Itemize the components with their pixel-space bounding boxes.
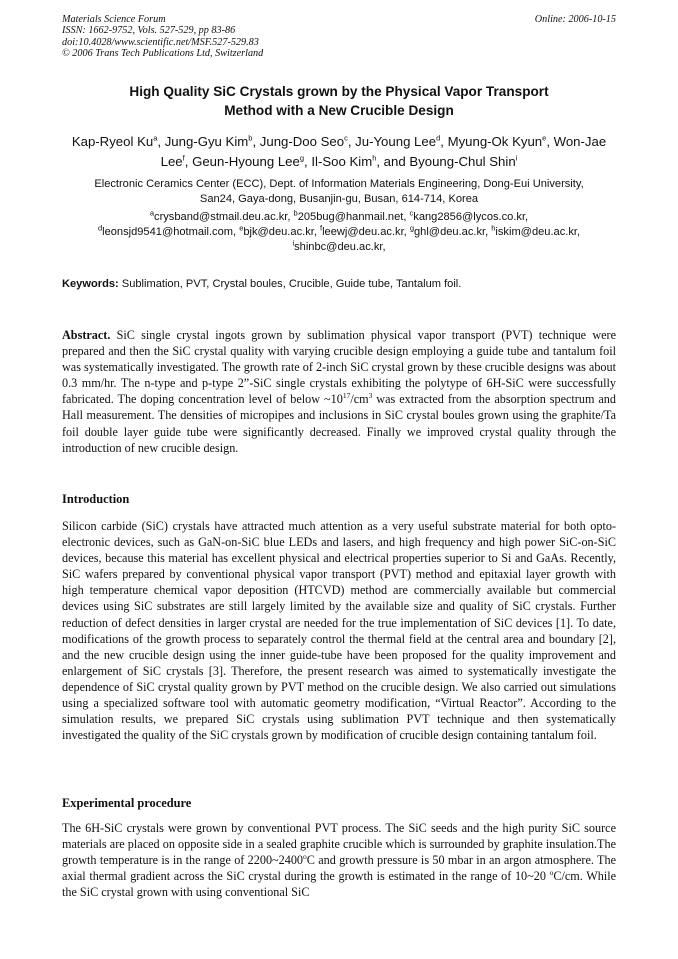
email-address: shinbc@deu.ac.kr, (294, 241, 386, 253)
email-address: kang2856@lycos.co.kr, (413, 211, 529, 223)
title-line-2: Method with a New Crucible Design (224, 102, 454, 118)
keywords-label: Keywords: (62, 278, 119, 290)
copyright-line: © 2006 Trans Tech Publications Ltd, Switzerland (62, 48, 264, 60)
author-separator: , (157, 134, 165, 149)
abstract (62, 327, 616, 456)
abstract-text-3: was extracted from the absorption spectrum and Hall measurement. The densities of micropipes and inclusions in SiC crystal boules grown using the graphite/Ta foil double layer guide tube were significantly decreased. Finally we improved crystal quality through the introduction of new crucible design. (62, 392, 616, 455)
email-mark: d (97, 223, 103, 233)
email-address: bjk@deu.ac.kr, (243, 226, 320, 238)
experimental-body (62, 820, 616, 900)
email-mark: a (149, 208, 155, 218)
affiliation-line-1: Electronic Ceramics Center (ECC), Dept. of Information Materials Engineering, Dong-Eui University, (94, 178, 584, 190)
email-address: iskim@deu.ac.kr, (495, 226, 581, 238)
abstract-text-1: SiC single crystal ingots grown by sublimation physical vapor transport (PVT) technique were prepared and then the SiC crystal quality with varying crucible design employing a guide tube and tantalum foil was systematically investigated. The growth rate of 2-inch SiC crystal grown by these crucible designs was about 0.3 mm/hr. The n-type and p-type 2”-SiC single crystals exhibiting the polytype of 6H-SiC were successfully fabricated. The doping concentration level of below ~10 (62, 328, 616, 407)
email-mark: c (409, 208, 414, 218)
author-name: Ju-Young Lee (355, 134, 437, 149)
experimental-text-1: The 6H-SiC crystals were grown by conventional PVT process. The SiC seeds and the high purity SiC source materials are placed on opposite side in a sealed graphite crucible which is surrounded by graphite insulation.The growth temperature is in the range of 2200~2400 (62, 821, 616, 868)
degree-mark-2: o (549, 868, 554, 878)
email-mark: f (320, 223, 323, 233)
author-affiliation-mark: a (153, 133, 158, 143)
author-name: Il-Soo Kim (311, 154, 373, 169)
author-separator: , and (376, 154, 410, 169)
introduction-heading: Introduction (62, 492, 130, 506)
author-affiliation-mark: d (436, 133, 441, 143)
author-name: Myung-Ok Kyun (447, 134, 543, 149)
email-mark: e (239, 223, 244, 233)
author-list (62, 132, 616, 172)
email-mark: g (409, 223, 414, 233)
email-address: 205bug@hanmail.net, (297, 211, 410, 223)
email-line-2 (62, 225, 616, 240)
author-separator: , (347, 134, 356, 149)
affiliation (62, 177, 616, 207)
email-list (62, 210, 616, 255)
paper-title (62, 83, 616, 120)
author-affiliation-mark: e (542, 133, 547, 143)
online-date: Online: 2006-10-15 (534, 14, 616, 25)
abstract-text-2: /cm (350, 392, 369, 407)
author-separator: , (252, 134, 260, 149)
email-address: crysband@stmail.deu.ac.kr, (154, 211, 294, 223)
issn-line: ISSN: 1662-9752, Vols. 527-529, pp 83-86 (62, 25, 236, 37)
abstract-label: Abstract. (62, 328, 111, 342)
keywords-text: Sublimation, PVT, Crystal boules, Crucible, Guide tube, Tantalum foil. (118, 278, 462, 290)
author-affiliation-mark: b (248, 133, 253, 143)
degree-mark-1: o (303, 852, 307, 862)
affiliation-line-2: San24, Gaya-dong, Busanjin-gu, Busan, 614-714, Korea (199, 193, 479, 205)
author-name: Geun-Hyoung Lee (192, 154, 300, 169)
email-line-1 (62, 210, 616, 225)
author-separator: , (546, 134, 554, 149)
author-name: Kap-Ryeol Ku (71, 134, 154, 149)
email-mark: b (293, 208, 298, 218)
keywords (62, 277, 616, 292)
author-separator: , (184, 154, 193, 169)
author-affiliation-mark: i (515, 153, 518, 163)
abstract-exponent-2: 3 (368, 391, 373, 401)
email-mark: h (491, 223, 496, 233)
author-name: Byoung-Chul Shin (409, 154, 516, 169)
journal-header (62, 14, 616, 60)
author-affiliation-mark: f (182, 153, 185, 163)
author-name: Won-Jae Lee (160, 134, 607, 169)
journal-name: Materials Science Forum (62, 14, 166, 25)
author-name: Jung-Gyu Kim (164, 134, 249, 149)
experimental-heading: Experimental procedure (62, 796, 192, 810)
author-affiliation-mark: c (344, 133, 348, 143)
email-mark: i (292, 238, 295, 248)
email-address: ghl@deu.ac.kr, (414, 226, 492, 238)
experimental-text-3: C/cm. While the SiC crystal grown with using conventional SiC (62, 869, 616, 900)
email-address: leonsjd9541@hotmail.com, (102, 226, 240, 238)
experimental-text-2: C and growth pressure is 50 mbar in an argon atmosphere. The axial thermal gradient across the SiC crystal during the growth is estimated in the range of 10~20 (62, 853, 616, 884)
author-affiliation-mark: h (372, 153, 377, 163)
author-affiliation-mark: g (299, 153, 305, 163)
email-address: leewj@deu.ac.kr, (322, 226, 410, 238)
author-separator: , (440, 134, 448, 149)
introduction-body: Silicon carbide (SiC) crystals have attracted much attention as a very useful substrate material for both opto-electronic devices, such as GaN-on-SiC blue LEDs and lasers, and high frequency and high power SiC-on-SiC devices, because this material has excellent physical and electrical properties superior to Si and GaAs. Recently, SiC wafers prepared by conventional physical vapor transport (PVT) method and epitaxial layer growth with high temperature chemical vapor deposition (HTCVD) method are commercially available but commercial devices using SiC substrates are still largely limited by the available size and quality of SiC crystals. Further reduction of defect densities in larger crystal are needed for the true implementation of SiC devices [1]. To date, modifications of the growth process to separately control the thermal field at the central area and boundary [2], and the new crucible design using the inner guide-tube have been proposed for the quality improvement and enlargement of SiC crystals [3]. Therefore, the present research was aimed to systematically investigate the dependence of SiC crystal quality grown by PVT method on the crucible design. We also carried out simulations using a specialized software tool with automatic geometry modification, “Virtual Reactor”. According to the simulation results, we prepared SiC crystals using sublimation PVT technique and then systematically investigated the quality of the SiC crystals grown by modification of crucible design containing tantalum foil. (62, 519, 616, 743)
title-line-1: High Quality SiC Crystals grown by the Physical Vapor Transport (129, 84, 549, 99)
email-line-3 (62, 240, 616, 255)
author-separator: , (304, 154, 312, 169)
author-name: Jung-Doo Seo (259, 134, 345, 149)
doi-line: doi:10.4028/www.scientific.net/MSF.527-529.83 (62, 36, 259, 48)
abstract-exponent-1: 17 (342, 391, 351, 401)
